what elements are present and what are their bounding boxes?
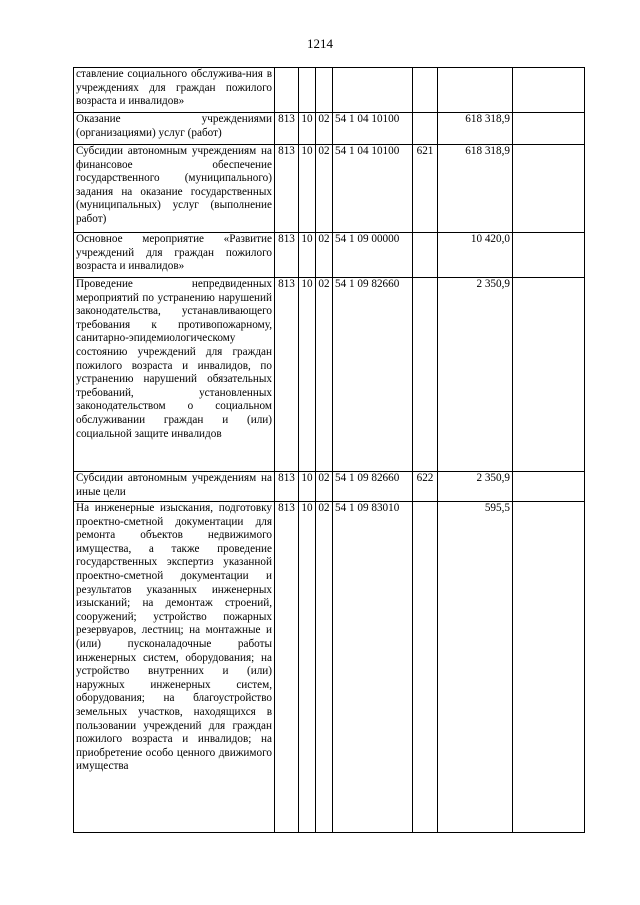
- row-pr: 02: [316, 502, 333, 833]
- row-name: Основное мероприятие «Развитие учреждений для граждан пожилого возраста и инвалидов»: [74, 233, 275, 278]
- row-csr: 54 1 04 10100: [333, 113, 413, 145]
- row-name: Субсидии автономным учреждениям на иные цели: [74, 472, 275, 502]
- row-csr: 54 1 09 82660: [333, 472, 413, 502]
- row-csr: [333, 68, 413, 113]
- page-number: 1214: [307, 36, 333, 51]
- row-sum-2: [513, 145, 585, 233]
- row-sum-1: 595,5: [438, 502, 513, 833]
- row-name: ставление социального обслужива-ния в учреждениях для граждан пожилого возраста и инвалидов»: [74, 68, 275, 113]
- row-rz: 10: [299, 145, 316, 233]
- row-pr: 02: [316, 278, 333, 472]
- row-rz: 10: [299, 113, 316, 145]
- row-pr: 02: [316, 145, 333, 233]
- row-sum-1: 2 350,9: [438, 278, 513, 472]
- row-pr: 02: [316, 113, 333, 145]
- row-csr: 54 1 09 82660: [333, 278, 413, 472]
- row-name: Оказание учреждениями (организациями) услуг (работ): [74, 113, 275, 145]
- row-grbs: 813: [275, 472, 299, 502]
- row-sum-2: [513, 68, 585, 113]
- row-vr: [413, 233, 438, 278]
- row-grbs: [275, 68, 299, 113]
- row-csr: 54 1 09 00000: [333, 233, 413, 278]
- row-sum-2: [513, 278, 585, 472]
- row-rz: 10: [299, 502, 316, 833]
- table-row: [74, 278, 585, 472]
- row-name: На инженерные изыскания, подготовку проектно-сметной документации для ремонта объектов недвижимого имущества, а также проведение государственных экспертиз указанной проектно-сметной документации и результатов указанных инженерных изысканий; на демонтаж строений, сооружений; устройство пожарных резервуаров, лестниц; на монтажные и (или) пусконаладочные работы инженерных систем, оборудования; на устройство внутренних и (или) наружных инженерных систем, оборудования; на благоустройство земельных участков, находящихся в пользовании учреждений для граждан пожилого возраста и инвалидов; на приобретение особо ценного движимого имущества: [74, 502, 275, 833]
- row-csr: 54 1 04 10100: [333, 145, 413, 233]
- table-row: [74, 68, 585, 113]
- row-sum-1: 10 420,0: [438, 233, 513, 278]
- row-name: Субсидии автономным учреждениям на финансовое обеспечение государственного (муниципального) задания на оказание государственных (муниципальных) услуг (выполнение работ): [74, 145, 275, 233]
- row-csr: 54 1 09 83010: [333, 502, 413, 833]
- row-rz: [299, 68, 316, 113]
- row-sum-1: 618 318,9: [438, 145, 513, 233]
- row-grbs: 813: [275, 145, 299, 233]
- row-rz: 10: [299, 278, 316, 472]
- table-row: [74, 472, 585, 502]
- row-grbs: 813: [275, 113, 299, 145]
- row-vr: [413, 68, 438, 113]
- row-sum-1: [438, 68, 513, 113]
- row-sum-2: [513, 472, 585, 502]
- table-row: [74, 145, 585, 233]
- row-sum-2: [513, 502, 585, 833]
- table-row: [74, 502, 585, 833]
- row-vr: [413, 278, 438, 472]
- row-vr: [413, 113, 438, 145]
- row-vr: [413, 502, 438, 833]
- row-grbs: 813: [275, 233, 299, 278]
- row-pr: 02: [316, 472, 333, 502]
- row-vr: 621: [413, 145, 438, 233]
- row-pr: 02: [316, 233, 333, 278]
- row-sum-1: 2 350,9: [438, 472, 513, 502]
- row-rz: 10: [299, 233, 316, 278]
- row-sum-2: [513, 233, 585, 278]
- row-pr: [316, 68, 333, 113]
- budget-table: [73, 67, 585, 833]
- row-name: Проведение непредвиденных мероприятий по устранению нарушений законодательства, устанавливающего требования к противопожарному, санитарно-эпидемиологическому состоянию учреждений для граждан пожилого возраста и инвалидов, по устранению нарушений обязательных требований, установленных законодательством о социальном обслуживании граждан и (или) социальной защите инвалидов: [74, 278, 275, 472]
- table-row: [74, 113, 585, 145]
- row-rz: 10: [299, 472, 316, 502]
- row-grbs: 813: [275, 278, 299, 472]
- row-sum-2: [513, 113, 585, 145]
- row-sum-1: 618 318,9: [438, 113, 513, 145]
- table-row: [74, 233, 585, 278]
- row-vr: 622: [413, 472, 438, 502]
- row-grbs: 813: [275, 502, 299, 833]
